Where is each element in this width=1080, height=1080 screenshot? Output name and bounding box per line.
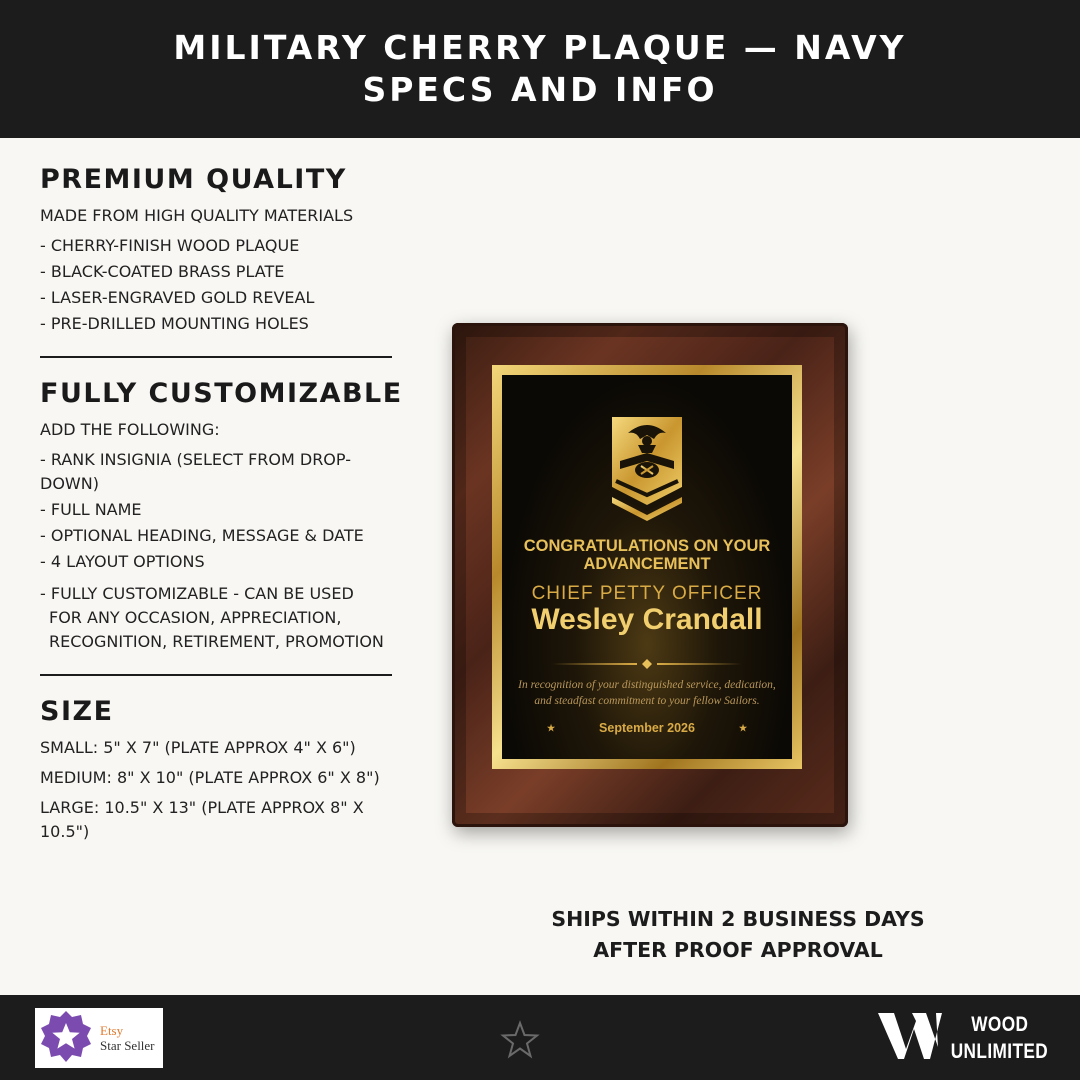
- etsy-badge-text: [100, 1023, 155, 1053]
- logo-word-wood: WOOD: [970, 1013, 1028, 1036]
- shipping-note: [520, 904, 956, 966]
- outline-star-icon: [500, 1020, 540, 1060]
- shipping-line: SHIPS WITHIN 2 BUSINESS DAYS: [551, 907, 925, 931]
- list-item-line: RECOGNITION, RETIREMENT, PROMOTION: [49, 632, 384, 651]
- etsy-star-seller-badge: [35, 1008, 163, 1068]
- plaque-heading-line: ADVANCEMENT: [583, 555, 711, 573]
- list-item-line: - FULLY CUSTOMIZABLE - CAN BE USED: [40, 584, 354, 603]
- section-divider: [40, 674, 392, 676]
- page-title-line-2: SPECS AND INFO: [362, 70, 718, 109]
- list-item: - FULL NAME: [40, 500, 142, 519]
- premium-quality-section: [40, 160, 410, 336]
- plaque-heading-line: CONGRATULATIONS ON YOUR: [523, 537, 771, 555]
- logo-word-unlimited: UNLIMITED: [950, 1040, 1049, 1063]
- plaque-name: Wesley Crandall: [531, 603, 763, 636]
- list-item: - BLACK-COATED BRASS PLATE: [40, 262, 285, 281]
- chief-petty-officer-insignia-icon: [608, 415, 686, 527]
- plaque-date-row: [502, 721, 792, 735]
- list-item: [40, 582, 410, 654]
- plaque-rank: CHIEF PETTY OFFICER: [531, 583, 763, 604]
- page-title-line-1: MILITARY CHERRY PLAQUE — NAVY: [173, 28, 907, 67]
- ornament-divider-icon: [552, 659, 742, 669]
- star-seller-badge-icon: [37, 1009, 95, 1067]
- logo-text: [940, 1011, 1059, 1065]
- specs-column: [40, 160, 410, 846]
- size-small: SMALL: 5" X 7" (PLATE APPROX 4" X 6"): [40, 738, 356, 757]
- premium-quality-subtitle: MADE FROM HIGH QUALITY MATERIALS: [40, 206, 354, 225]
- fully-customizable-section: [40, 374, 410, 654]
- etsy-label: Etsy: [100, 1023, 124, 1038]
- list-item: - 4 LAYOUT OPTIONS: [40, 552, 205, 571]
- plaque-heading: [502, 537, 792, 573]
- w-monogram-icon: [876, 1007, 942, 1063]
- star-icon: ★: [546, 722, 556, 733]
- plaque-date: September 2026: [599, 721, 695, 735]
- fully-customizable-subtitle: ADD THE FOLLOWING:: [40, 420, 220, 439]
- list-item: - CHERRY-FINISH WOOD PLAQUE: [40, 236, 300, 255]
- list-item: - PRE-DRILLED MOUNTING HOLES: [40, 314, 309, 333]
- gold-plate-border: [492, 365, 802, 769]
- footer-bar: [0, 995, 1080, 1080]
- size-section: [40, 692, 410, 844]
- size-medium: MEDIUM: 8" X 10" (PLATE APPROX 6" X 8"): [40, 768, 380, 787]
- fully-customizable-title: FULLY CUSTOMIZABLE: [40, 378, 403, 409]
- plaque-image: [452, 323, 848, 827]
- list-item-line: FOR ANY OCCASION, APPRECIATION,: [49, 608, 342, 627]
- plaque-message-line: In recognition of your distinguished service, dedication,: [518, 679, 776, 691]
- header-banner: [0, 0, 1080, 138]
- size-title: SIZE: [40, 696, 114, 727]
- premium-quality-title: PREMIUM QUALITY: [40, 164, 347, 195]
- plaque-message: [516, 677, 778, 709]
- size-large: LARGE: 10.5" X 13" (PLATE APPROX 8" X 10.5"): [40, 798, 364, 841]
- section-divider: [40, 356, 392, 358]
- shipping-line: AFTER PROOF APPROVAL: [593, 938, 883, 962]
- list-item: - OPTIONAL HEADING, MESSAGE & DATE: [40, 526, 364, 545]
- plaque-message-line: and steadfast commitment to your fellow Sailors.: [534, 695, 760, 707]
- star-icon: ★: [738, 722, 748, 733]
- wood-unlimited-logo: [876, 1007, 1056, 1069]
- engraved-plate: [502, 375, 792, 759]
- list-item: - RANK INSIGNIA (SELECT FROM DROP-DOWN): [40, 450, 351, 493]
- star-seller-label: Star Seller: [100, 1038, 155, 1053]
- list-item: - LASER-ENGRAVED GOLD REVEAL: [40, 288, 315, 307]
